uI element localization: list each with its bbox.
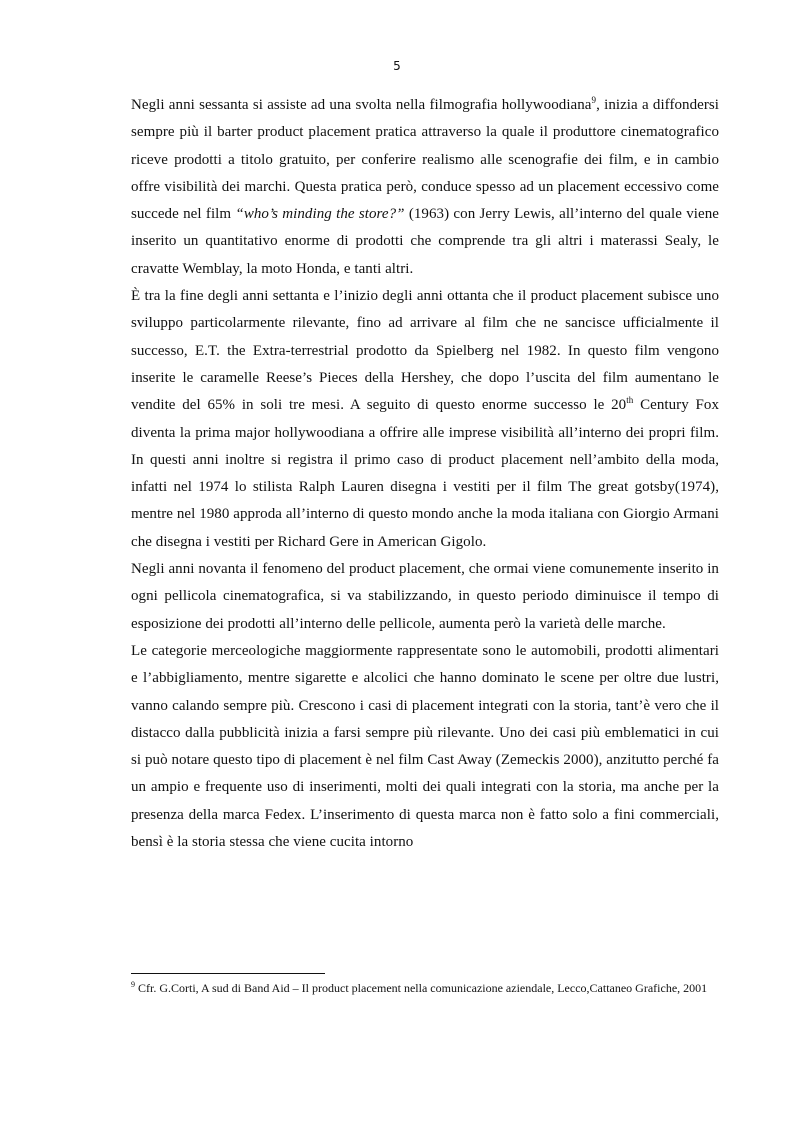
footnote-divider — [131, 973, 325, 974]
footnote-text: Cfr. G.Corti, A sud di Band Aid – Il product placement nella comunicazione aziendale, Lecco,Cattaneo Grafiche, 2001 — [135, 981, 708, 995]
paragraph-4: Le categorie merceologiche maggiormente rappresentate sono le automobili, prodotti alimentari e l’abbigliamento, mentre sigarette e alcolici che hanno dominato le scene per oltre due lustri, vanno calando sempre più. Crescono i casi di placement integrati con la storia, tant’è vero che il distacco dalla pubblicità inizia a farsi sempre più rilevante. Uno dei casi più emblematici in cui si può notare questo tipo di placement è nel film Cast Away (Zemeckis 2000), anzitutto perché fa un ampio e frequente uso di inserimenti, molti dei quali integrati con la storia, ma anche per la presenza della marca Fedex. L’inserimento di questa marca non è fatto solo a fini commerciali, bensì è la storia stessa che viene cucita intorno — [131, 642, 719, 851]
paragraph-3: Negli anni novanta il fenomeno del product placement, che ormai viene comunemente inserito in ogni pellicola cinematografica, si va stabilizzando, in questo periodo diminuisce il tempo di esposizione dei prodotti all’interno delle pellicole, aumenta però la varietà delle marche. — [131, 561, 719, 632]
film-title: “who’s minding the store?” — [235, 206, 405, 223]
paragraph-1-part-1: Negli anni sessanta si assiste ad una svolta nella filmografia hollywoodiana — [131, 97, 592, 113]
footnote-number: 9 — [131, 980, 135, 989]
paragraph-2-part-2: Century Fox diventa la prima major hollywoodiana a offrire alle imprese visibilità all’interno dei propri film. In questi anni inoltre si registra il primo caso di product placement nell’ambito della moda, infatti nel 1974 lo stilista Ralph Lauren disegna i vestiti per il film The great gotsby(1974), mentre nel 1980 approda all’interno di questo mondo anche la moda italiana con Giorgio Armani che disegna i vestiti per Richard Gere in American Gigolo. — [131, 397, 719, 550]
paragraph-2 — [131, 283, 719, 556]
body-text — [131, 92, 719, 856]
ordinal-superscript: th — [626, 395, 634, 406]
paragraph-2-part-1: È tra la fine degli anni settanta e l’inizio degli anni ottanta che il product placement subisce uno sviluppo particolarmente rilevante, fino ad arrivare al film che ne sancisce ufficialmente il successo, E.T. the Extra-terrestrial prodotto da Spielberg nel 1982. In questo film vengono inserite le caramelle Reese’s Pieces della Hershey, che dopo l’uscita del film aumentano le vendite del 65% in soli tre mesi. A seguito di questo enorme successo le 20 — [131, 288, 719, 414]
paragraph-1-part-2: , inizia a diffondersi sempre più il barter product placement pratica attraverso la quale il produttore cinematografico riceve prodotti a titolo gratuito, per conferire realismo alle scenografie dei film, e in cambio offre visibilità dei marchi. Questa pratica però, conduce spesso ad un placement eccessivo come succede nel film — [131, 97, 719, 223]
paragraph-1 — [131, 92, 719, 283]
paragraph-1-part-3: (1963) con Jerry Lewis, all’interno del quale viene inserito un quantitativo enorme di prodotti che comprende tra gli altri i materassi Sealy, le cravatte Wemblay, la moto Honda, e tanti altri. — [131, 206, 719, 277]
page-number: 5 — [393, 59, 401, 73]
footnote — [131, 980, 719, 996]
footnote-reference: 9 — [591, 95, 597, 105]
